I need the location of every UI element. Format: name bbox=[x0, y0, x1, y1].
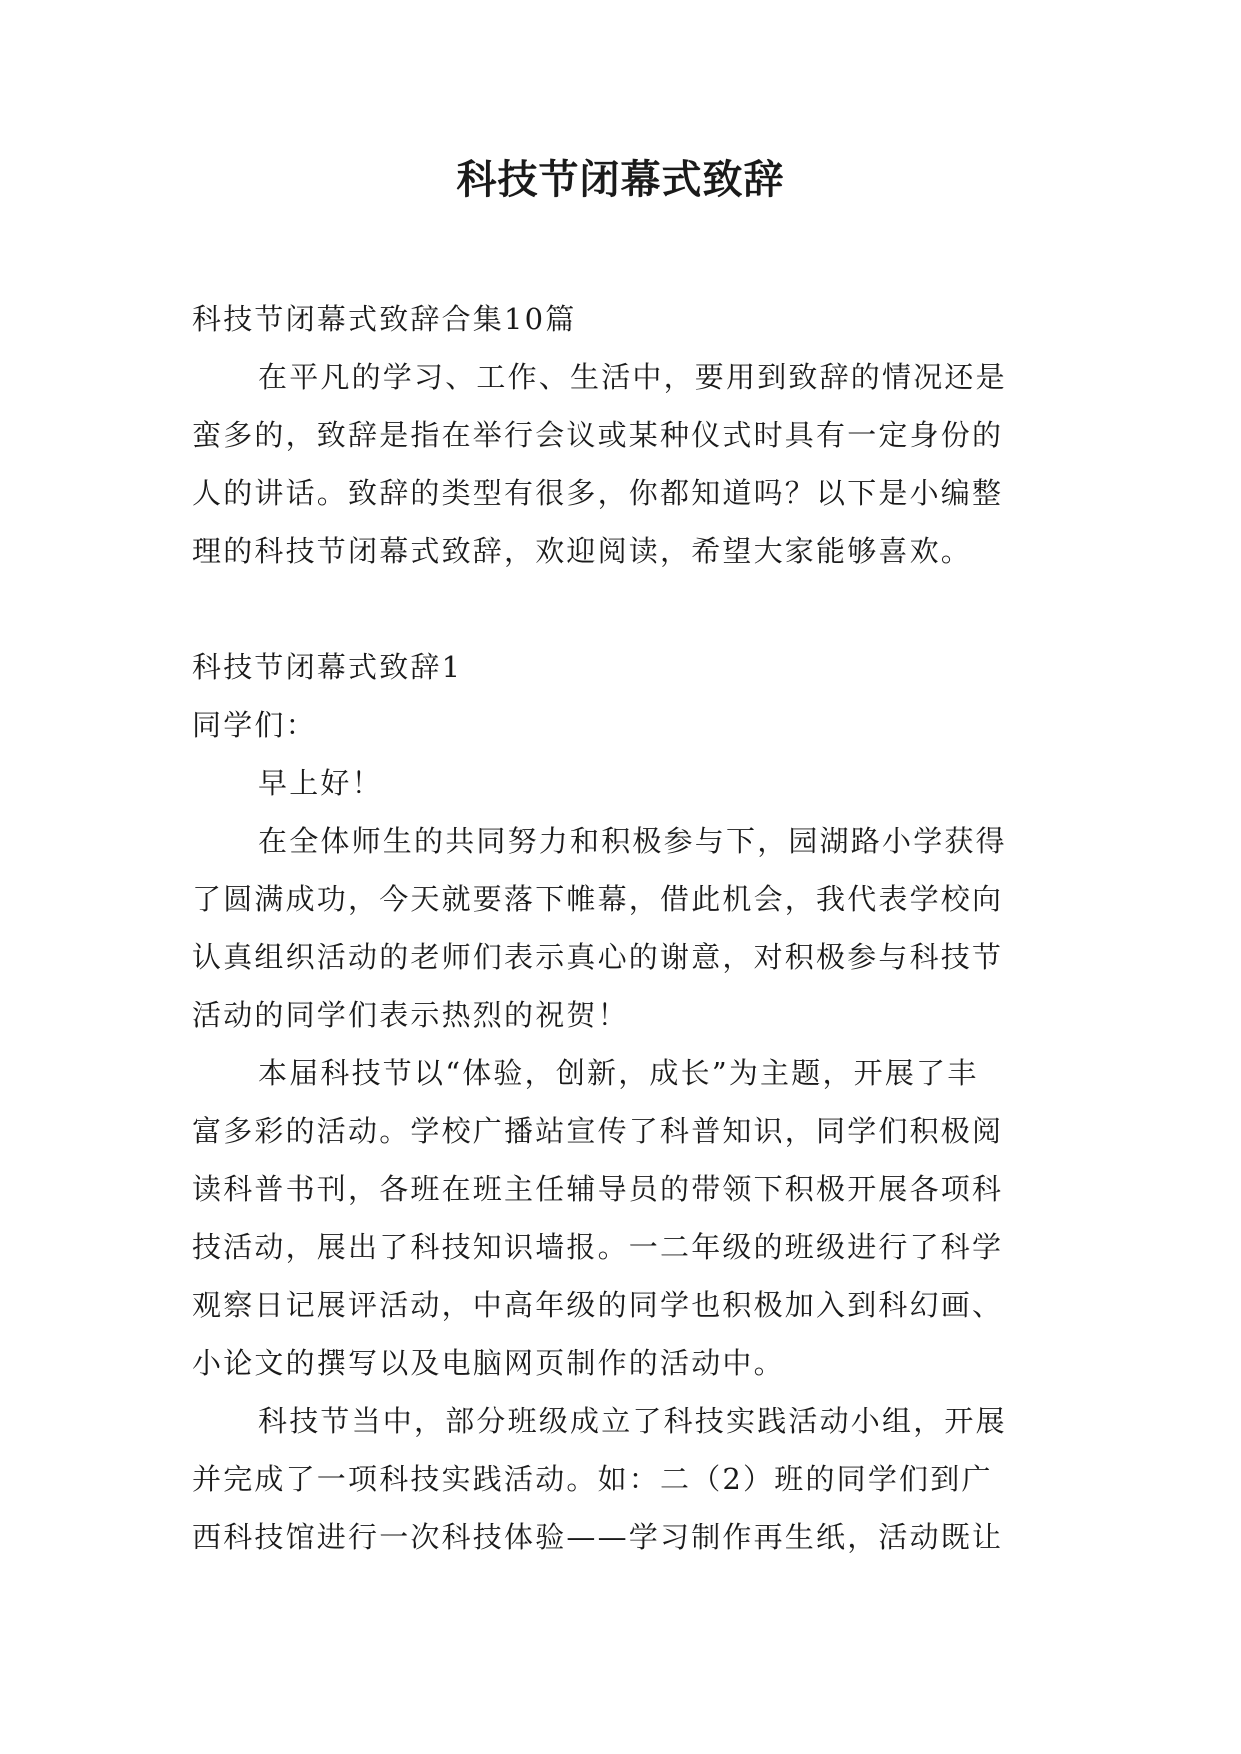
paragraph-line: 本届科技节以“体验，创新，成长”为主题，开展了丰 bbox=[258, 1056, 979, 1090]
paragraph-line: 读科普书刊，各班在班主任辅导员的带领下积极开展各项科 bbox=[192, 1172, 1004, 1206]
paragraph-line: 小论文的撰写以及电脑网页制作的活动中。 bbox=[192, 1346, 785, 1380]
paragraph-1 bbox=[192, 812, 1072, 1044]
paragraph-line: 富多彩的活动。学校广播站宣传了科普知识，同学们积极阅 bbox=[192, 1114, 1004, 1148]
paragraph-line: 活动的同学们表示热烈的祝贺！ bbox=[192, 998, 629, 1032]
section-gap bbox=[192, 580, 1072, 638]
paragraph-line: 在全体师生的共同努力和积极参与下，园湖路小学获得 bbox=[258, 824, 1007, 858]
intro-line: 理的科技节闭幕式致辞，欢迎阅读，希望大家能够喜欢。 bbox=[192, 534, 973, 568]
salutation: 同学们： bbox=[192, 708, 317, 742]
document-body bbox=[192, 290, 1072, 1566]
subtitle: 科技节闭幕式致辞合集10篇 bbox=[192, 302, 577, 336]
paragraph-line: 了圆满成功，今天就要落下帷幕，借此机会，我代表学校向 bbox=[192, 882, 1004, 916]
section-heading: 科技节闭幕式致辞1 bbox=[192, 650, 463, 684]
paragraph-line: 西科技馆进行一次科技体验——学习制作再生纸，活动既让 bbox=[192, 1520, 1004, 1554]
paragraph-line: 技活动，展出了科技知识墙报。一二年级的班级进行了科学 bbox=[192, 1230, 1004, 1264]
intro-paragraph bbox=[192, 348, 1072, 580]
paragraph-line: 科技节当中，部分班级成立了科技实践活动小组，开展 bbox=[258, 1404, 1007, 1438]
intro-line: 蛮多的，致辞是指在举行会议或某种仪式时具有一定身份的 bbox=[192, 418, 1004, 452]
paragraph-2 bbox=[192, 1044, 1072, 1392]
paragraph-line: 认真组织活动的老师们表示真心的谢意，对积极参与科技节 bbox=[192, 940, 1004, 974]
page-title: 科技节闭幕式致辞 bbox=[456, 157, 785, 203]
paragraph-3 bbox=[192, 1392, 1072, 1566]
intro-line: 在平凡的学习、工作、生活中，要用到致辞的情况还是 bbox=[258, 360, 1007, 394]
paragraph-line: 并完成了一项科技实践活动。如：二（2）班的同学们到广 bbox=[192, 1462, 993, 1496]
intro-line: 人的讲话。致辞的类型有很多，你都知道吗？以下是小编整 bbox=[192, 476, 1004, 510]
greeting: 早上好！ bbox=[258, 766, 383, 800]
paragraph-line: 观察日记展评活动，中高年级的同学也积极加入到科幻画、 bbox=[192, 1288, 1004, 1322]
